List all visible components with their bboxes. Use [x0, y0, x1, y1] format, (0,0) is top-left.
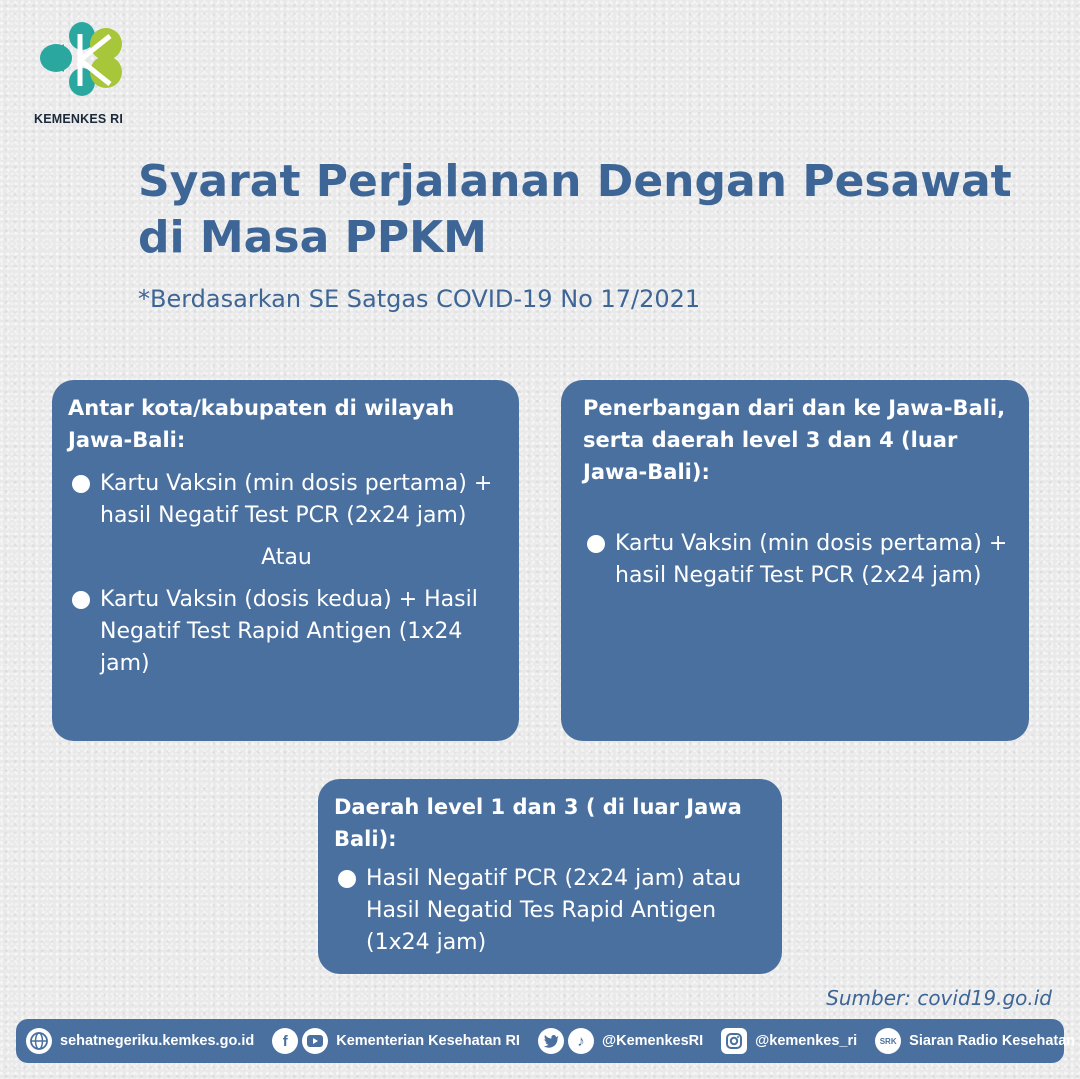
website-label: sehatnegeriku.kemkes.go.id [60, 1033, 255, 1049]
bullet-icon [587, 535, 605, 553]
requirement-list [68, 468, 505, 532]
twitter-tiktok-label: @KemenkesRI [601, 1033, 704, 1049]
instagram-icon [721, 1028, 747, 1054]
instagram-label: @kemenkes_ri [755, 1033, 858, 1049]
bullet-icon [72, 475, 90, 493]
bullet-icon [72, 591, 90, 609]
bullet-icon [338, 870, 356, 888]
source-text: Sumber: covid19.go.id [826, 986, 1052, 1010]
list-item [68, 584, 505, 680]
list-item [583, 528, 1015, 592]
footer-radio[interactable] [875, 1028, 1075, 1054]
page-title: Syarat Perjalanan Dengan Pesawat di Masa PPKM [138, 156, 1012, 263]
card-level-3-4 [561, 380, 1029, 741]
separator-text: Atau [261, 545, 312, 570]
brand-name: KEMENKES RI [34, 112, 124, 126]
facebook-youtube-label: Kementerian Kesehatan RI [336, 1033, 520, 1049]
requirement-list [68, 584, 505, 680]
kemenkes-logo [34, 14, 134, 126]
youtube-icon [302, 1028, 328, 1054]
kemenkes-logo-icon [34, 14, 126, 106]
card-level-1-3 [318, 779, 782, 974]
footer-website[interactable] [26, 1028, 254, 1054]
globe-icon [26, 1028, 52, 1054]
list-item [334, 863, 768, 959]
tiktok-icon: ♪ [568, 1028, 594, 1054]
list-item-text: Kartu Vaksin (min dosis pertama) + hasil Negatif Test PCR (2x24 jam) [615, 531, 1008, 588]
footer-facebook-youtube[interactable] [272, 1028, 520, 1054]
list-item-text: Hasil Negatif PCR (2x24 jam) atau Hasil Negatid Tes Rapid Antigen (1x24 jam) [366, 866, 742, 955]
twitter-icon [538, 1028, 564, 1054]
card-jawa-bali [52, 380, 519, 741]
footer-twitter-tiktok[interactable] [538, 1028, 703, 1054]
list-item-text: Kartu Vaksin (dosis kedua) + Hasil Negatif Test Rapid Antigen (1x24 jam) [100, 587, 478, 676]
footer-instagram[interactable] [721, 1028, 857, 1054]
card-heading: Antar kota/kabupaten di wilayah Jawa-Bali: [68, 396, 455, 452]
list-item [68, 468, 505, 532]
requirement-list [334, 863, 768, 959]
radio-icon: SRK [875, 1028, 901, 1054]
list-item-text: Kartu Vaksin (min dosis pertama) + hasil Negatif Test PCR (2x24 jam) [100, 471, 493, 528]
facebook-icon: f [272, 1028, 298, 1054]
requirement-list [583, 528, 1015, 592]
footer-bar [16, 1019, 1076, 1063]
radio-label: Siaran Radio Kesehatan [909, 1033, 1076, 1049]
card-heading: Penerbangan dari dan ke Jawa-Bali, serta daerah level 3 dan 4 (luar Jawa-Bali): [583, 396, 1006, 484]
card-heading: Daerah level 1 dan 3 ( di luar Jawa Bali): [334, 795, 742, 851]
page-subtitle: *Berdasarkan SE Satgas COVID-19 No 17/2021 [138, 285, 701, 313]
